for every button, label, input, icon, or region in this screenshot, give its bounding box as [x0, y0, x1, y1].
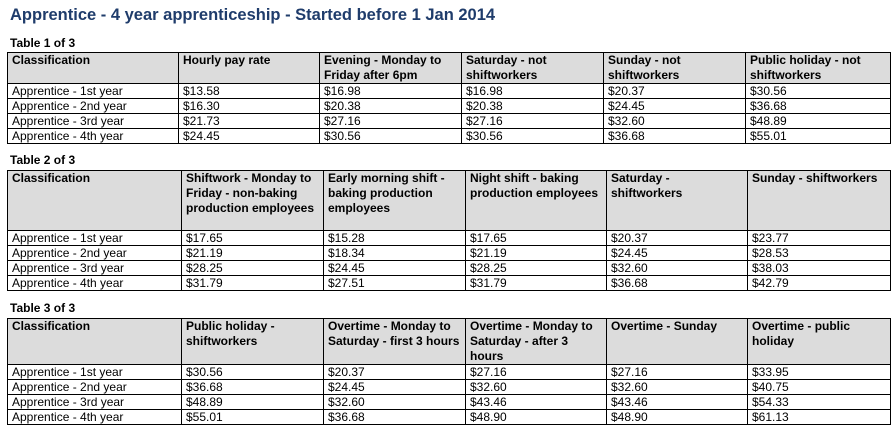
column-header: Classification: [8, 53, 179, 84]
table-cell: $16.98: [320, 84, 462, 99]
table-row: [8, 246, 891, 261]
table-cell: $33.95: [748, 365, 891, 380]
table-cell: Apprentice - 1st year: [8, 231, 182, 246]
column-header: Overtime - Sunday: [607, 319, 748, 365]
column-header: Saturday - not shiftworkers: [462, 53, 604, 84]
table-cell: $28.25: [466, 261, 607, 276]
table-cell: $32.60: [607, 380, 748, 395]
table-cell: $61.13: [748, 410, 891, 425]
table-cell: $28.25: [182, 261, 324, 276]
table-cell: $24.45: [604, 99, 746, 114]
table-cell: $36.68: [604, 129, 746, 144]
pay-rates-table-2: [7, 170, 891, 291]
table-cell: $30.56: [320, 129, 462, 144]
table-cell: $36.68: [746, 99, 891, 114]
table-cell: $21.19: [466, 246, 607, 261]
table-cell: Apprentice - 3rd year: [8, 261, 182, 276]
table-cell: $13.58: [179, 84, 320, 99]
table-cell: $36.68: [182, 380, 324, 395]
table-cell: $20.37: [604, 84, 746, 99]
table-cell: $48.90: [466, 410, 607, 425]
table-cell: $48.89: [182, 395, 324, 410]
table-cell: $32.60: [604, 114, 746, 129]
table-cell: $24.45: [179, 129, 320, 144]
table-cell: $30.56: [746, 84, 891, 99]
table-cell: $55.01: [182, 410, 324, 425]
table-cell: $32.60: [607, 261, 748, 276]
table-cell: Apprentice - 4th year: [8, 129, 179, 144]
table-cell: $24.45: [324, 261, 466, 276]
column-header: Shiftwork - Monday to Friday - non-baking production employees: [182, 171, 324, 231]
table-cell: $31.79: [182, 276, 324, 291]
table-row: [8, 380, 891, 395]
table-cell: Apprentice - 4th year: [8, 276, 182, 291]
table-cell: Apprentice - 2nd year: [8, 246, 182, 261]
table-cell: $24.45: [324, 380, 466, 395]
table-cell: Apprentice - 2nd year: [8, 380, 182, 395]
table-row: [8, 99, 891, 114]
table-cell: $27.16: [607, 365, 748, 380]
pay-rates-table-1: [7, 52, 891, 144]
table-cell: $31.79: [466, 276, 607, 291]
table-header-row: [8, 171, 891, 231]
table-cell: $55.01: [746, 129, 891, 144]
table-cell: $54.33: [748, 395, 891, 410]
table-cell: $20.38: [462, 99, 604, 114]
table-cell: Apprentice - 2nd year: [8, 99, 179, 114]
table-header-row: [8, 319, 891, 365]
table-cell: Apprentice - 1st year: [8, 84, 179, 99]
table-cell: Apprentice - 3rd year: [8, 395, 182, 410]
table-cell: $15.28: [324, 231, 466, 246]
table-cell: $16.98: [462, 84, 604, 99]
column-header: Overtime - public holiday: [748, 319, 891, 365]
table-cell: $40.75: [748, 380, 891, 395]
table-2-caption: Table 2 of 3: [10, 153, 76, 167]
table-cell: $48.89: [746, 114, 891, 129]
table-cell: $30.56: [182, 365, 324, 380]
column-header: Sunday - shiftworkers: [748, 171, 891, 231]
page-title: Apprentice - 4 year apprenticeship - Started before 1 Jan 2014: [10, 6, 496, 24]
table-row: [8, 395, 891, 410]
column-header: Public holiday - shiftworkers: [182, 319, 324, 365]
table-cell: $48.90: [607, 410, 748, 425]
table-cell: $32.60: [466, 380, 607, 395]
table-cell: $16.30: [179, 99, 320, 114]
column-header: Evening - Monday to Friday after 6pm: [320, 53, 462, 84]
table-cell: $27.51: [324, 276, 466, 291]
column-header: Hourly pay rate: [179, 53, 320, 84]
table-cell: $43.46: [466, 395, 607, 410]
table-row: [8, 365, 891, 380]
table-cell: $21.19: [182, 246, 324, 261]
table-cell: $23.77: [748, 231, 891, 246]
column-header: Classification: [8, 171, 182, 231]
table-row: [8, 84, 891, 99]
table-cell: $36.68: [324, 410, 466, 425]
table-cell: $38.03: [748, 261, 891, 276]
column-header: Overtime - Monday to Saturday - after 3 hours: [466, 319, 607, 365]
table-cell: $43.46: [607, 395, 748, 410]
table-cell: $17.65: [182, 231, 324, 246]
table-header-row: [8, 53, 891, 84]
column-header: Early morning shift - baking production employees: [324, 171, 466, 231]
table-cell: $24.45: [607, 246, 748, 261]
table-row: [8, 276, 891, 291]
table-cell: $20.37: [607, 231, 748, 246]
column-header: Sunday - not shiftworkers: [604, 53, 746, 84]
table-cell: $20.38: [320, 99, 462, 114]
table-cell: Apprentice - 1st year: [8, 365, 182, 380]
table-3-caption: Table 3 of 3: [10, 301, 76, 315]
column-header: Night shift - baking production employees: [466, 171, 607, 231]
table-row: [8, 410, 891, 425]
table-cell: $36.68: [607, 276, 748, 291]
table-1-caption: Table 1 of 3: [10, 36, 76, 50]
table-row: [8, 129, 891, 144]
table-cell: $28.53: [748, 246, 891, 261]
table-cell: $32.60: [324, 395, 466, 410]
table-row: [8, 261, 891, 276]
table-cell: $42.79: [748, 276, 891, 291]
table-cell: Apprentice - 4th year: [8, 410, 182, 425]
pay-rates-table-3: [7, 318, 891, 425]
table-cell: $21.73: [179, 114, 320, 129]
table-cell: $30.56: [462, 129, 604, 144]
column-header: Saturday - shiftworkers: [607, 171, 748, 231]
table-cell: $27.16: [466, 365, 607, 380]
column-header: Classification: [8, 319, 182, 365]
table-cell: $27.16: [462, 114, 604, 129]
table-cell: Apprentice - 3rd year: [8, 114, 179, 129]
table-cell: $27.16: [320, 114, 462, 129]
column-header: Public holiday - not shiftworkers: [746, 53, 891, 84]
column-header: Overtime - Monday to Saturday - first 3 hours: [324, 319, 466, 365]
table-row: [8, 114, 891, 129]
table-cell: $18.34: [324, 246, 466, 261]
table-row: [8, 231, 891, 246]
table-cell: $17.65: [466, 231, 607, 246]
table-cell: $20.37: [324, 365, 466, 380]
